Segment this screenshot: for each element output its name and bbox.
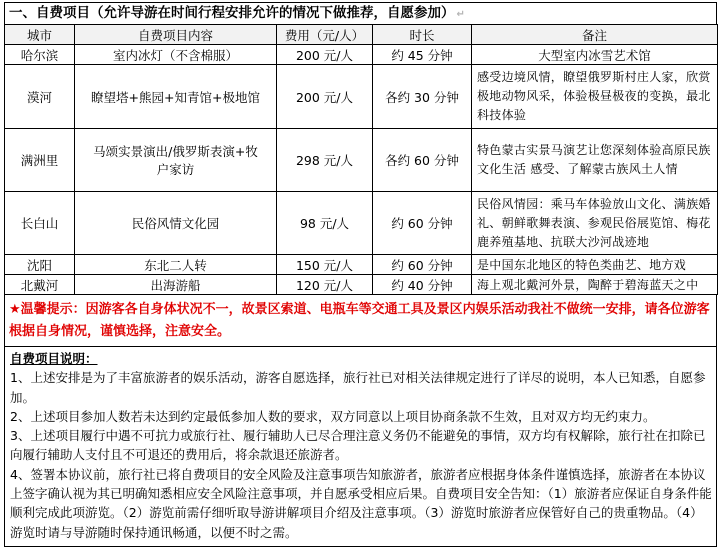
cell-city: 漠河 (5, 65, 75, 129)
explanation-title: 自费项目说明： (10, 351, 98, 366)
self-pay-document (4, 2, 717, 547)
table-header-row (5, 25, 718, 45)
cell-fee: 98 元/人 (277, 192, 373, 255)
explanation-item: 2、上述项目参加人数若未达到约定最低参加人数的要求，双方同意以上项目协商条款不生效，且对双方均无约束力。 (10, 408, 656, 424)
header-fee: 费用（元/人） (277, 25, 373, 45)
cell-content: 民俗风情文化园 (75, 192, 277, 255)
cell-content: 室内冰灯（不含棉服） (75, 45, 277, 65)
paragraph-mark: ↵ (456, 9, 465, 20)
cell-duration: 约 40 分钟 (373, 275, 472, 295)
header-duration: 时长 (373, 25, 472, 45)
cell-note: 大型室内冰雪艺术馆 (472, 45, 718, 65)
section-title (4, 2, 717, 24)
cell-note: 是中国东北地区的特色类曲艺、地方戏 (472, 255, 718, 275)
cell-duration: 约 60 分钟 (373, 255, 472, 275)
fee-table (4, 24, 718, 295)
explanation-item: 4、签署本协议前，旅行社已将自费项目的安全风险及注意事项告知旅游者，旅游者应根据身体条件谨慎选择，旅游者在本协议上签字确认视为其已明确知悉相应安全风险注意事项，并自愿承受相应后果。自费项目安全告知：（1）旅游者应保证自身条件能顺利完成此项游览。（2）游览前需仔细听取导游讲解项目介绍及注意事项。（3）游览时旅游者应保管好自己的贵重物品。（4）游览时请与导游随时保持通讯畅通，以便不时之需。 (10, 466, 712, 540)
table-row (5, 275, 718, 295)
cell-content: 马颂实景演出/俄罗斯表演+牧户家访 (75, 129, 277, 192)
self-pay-explanation (4, 347, 717, 547)
explanation-item: 3、上述项目履行中遇不可抗力或旅行社、履行辅助人已尽合理注意义务仍不能避免的事情，双方均有权解除，旅行社在扣除已向履行辅助人支付且不可退还的费用后，将余款退还旅游者。 (10, 428, 706, 463)
cell-duration: 各约 60 分钟 (373, 129, 472, 192)
table-row (5, 255, 718, 275)
cell-content: 瞭望塔+熊园+知青馆+极地馆 (75, 65, 277, 129)
cell-note: 特色蒙古实景马演艺让您深刻体验高原民族文化生活 感受、了解蒙古族风土人情 (472, 129, 718, 192)
table-row (5, 45, 718, 65)
table-row (5, 65, 718, 129)
cell-note: 海上观北戴河外景，陶醉于碧海蓝天之中 (472, 275, 718, 295)
explanation-item: 1、上述安排是为了丰富旅游者的娱乐活动，游客自愿选择，旅行社已对相关法律规定进行了详尽的说明，本人已知悉，自愿参加。 (10, 370, 706, 405)
cell-content: 出海游船 (75, 275, 277, 295)
cell-fee: 120 元/人 (277, 275, 373, 295)
table-row (5, 129, 718, 192)
header-note: 备注 (472, 25, 718, 45)
cell-city: 北戴河 (5, 275, 75, 295)
header-content: 自费项目内容 (75, 25, 277, 45)
cell-city: 沈阳 (5, 255, 75, 275)
safety-warning: ★温馨提示：因游客各自身体状况不一，故景区索道、电瓶车等交通工具及景区内娱乐活动我社不做统一安排，请各位游客根据自身情况，谨慎选择，注意安全。 (4, 295, 717, 347)
cell-note: 民俗风情园：乘马车体验放山文化、满族婚礼、朝鲜歌舞表演、参观民俗展览馆、梅花鹿养殖基地、抗联大沙河战迹地 (472, 192, 718, 255)
cell-duration: 约 60 分钟 (373, 192, 472, 255)
cell-duration: 约 45 分钟 (373, 45, 472, 65)
cell-duration: 各约 30 分钟 (373, 65, 472, 129)
cell-note: 感受边境风情，瞭望俄罗斯村庄人家，欣赏极地动物风采，体验极昼极夜的变换，最北科技体验 (472, 65, 718, 129)
cell-fee: 150 元/人 (277, 255, 373, 275)
table-row (5, 192, 718, 255)
cell-city: 哈尔滨 (5, 45, 75, 65)
cell-city: 满洲里 (5, 129, 75, 192)
header-city: 城市 (5, 25, 75, 45)
cell-fee: 298 元/人 (277, 129, 373, 192)
cell-fee: 200 元/人 (277, 65, 373, 129)
cell-content: 东北二人转 (75, 255, 277, 275)
cell-fee: 200 元/人 (277, 45, 373, 65)
cell-city: 长白山 (5, 192, 75, 255)
section-title-text: 一、自费项目（允许导游在时间行程安排允许的情况下做推荐，自愿参加） (9, 5, 455, 21)
